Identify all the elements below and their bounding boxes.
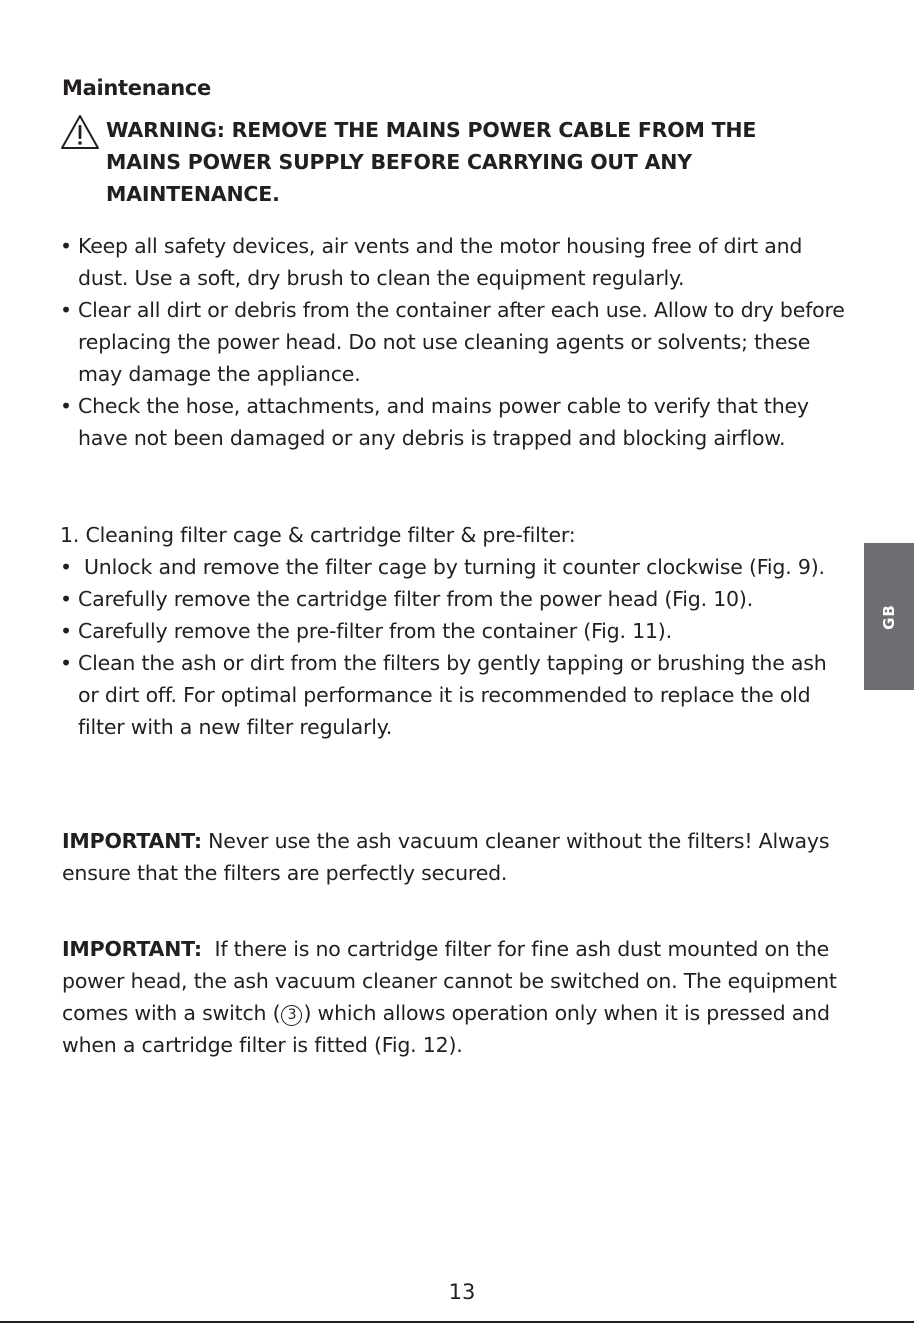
list-item-text: Unlock and remove the filter cage by turning it counter clockwise (Fig. 9). bbox=[84, 555, 825, 579]
important-note-switch bbox=[62, 933, 852, 1061]
bullet: • bbox=[60, 394, 72, 418]
bullet: • bbox=[60, 619, 72, 643]
bullet: • bbox=[60, 587, 72, 611]
important-label: IMPORTANT: bbox=[62, 937, 202, 961]
list-item-text: Keep all safety devices, air vents and the motor housing free of dirt and dust. Use a soft, dry brush to clean the equipment regularly. bbox=[78, 234, 803, 290]
filter-cleaning-list bbox=[60, 551, 850, 743]
list-item-text: Clean the ash or dirt from the filters by gently tapping or brushing the ash or dirt off. For optimal performance it is recommended to replace the old filter with a new filter regularly. bbox=[78, 651, 827, 739]
list-item bbox=[60, 647, 850, 743]
switch-number-circled: 3 bbox=[281, 1005, 302, 1026]
bottom-divider bbox=[0, 1321, 914, 1323]
list-item bbox=[60, 230, 850, 294]
language-tab-label: GB bbox=[880, 603, 898, 630]
list-item-text: Clear all dirt or debris from the container after each use. Allow to dry before replacing the power head. Do not use cleaning agents or solvents; these may damage the appliance. bbox=[78, 298, 845, 386]
list-item-text: Carefully remove the cartridge filter from the power head (Fig. 10). bbox=[78, 587, 754, 611]
list-item bbox=[60, 294, 850, 390]
important-note-filters bbox=[62, 825, 852, 889]
important-text: Never use the ash vacuum cleaner without the filters! Always ensure that the filters are perfectly secured. bbox=[62, 829, 830, 885]
section-title: 1. Cleaning filter cage & cartridge filter & pre-filter: bbox=[60, 523, 576, 547]
list-item-text: Carefully remove the pre-filter from the container (Fig. 11). bbox=[78, 619, 672, 643]
bullet: • bbox=[60, 555, 72, 579]
list-item bbox=[60, 551, 850, 583]
list-item bbox=[60, 615, 850, 647]
list-item-text: Check the hose, attachments, and mains power cable to verify that they have not been damaged or any debris is trapped and blocking airflow. bbox=[78, 394, 809, 450]
bullet: • bbox=[60, 234, 72, 258]
list-item bbox=[60, 583, 850, 615]
language-tab bbox=[864, 543, 914, 690]
page-title: Maintenance bbox=[62, 76, 211, 100]
important-label: IMPORTANT: bbox=[62, 829, 202, 853]
important-text-end: ) which allows operation only when it is pressed and when a cartridge filter is fitted (Fig. 12). bbox=[62, 1001, 830, 1057]
list-item bbox=[60, 390, 850, 454]
page-number: 13 bbox=[448, 1280, 476, 1304]
bullet: • bbox=[60, 651, 72, 675]
bullet: • bbox=[60, 298, 72, 322]
warning-text: WARNING: REMOVE THE MAINS POWER CABLE FROM THE MAINS POWER SUPPLY BEFORE CARRYING OUT ANY MAINTENANCE. bbox=[106, 118, 757, 206]
warning-triangle-icon bbox=[60, 114, 100, 150]
safety-list bbox=[60, 230, 850, 454]
important-text-start: If there is no cartridge filter for fine ash dust mounted on the power head, the ash vacuum cleaner cannot be switched on. The equipment comes with a switch ( bbox=[62, 937, 837, 1025]
